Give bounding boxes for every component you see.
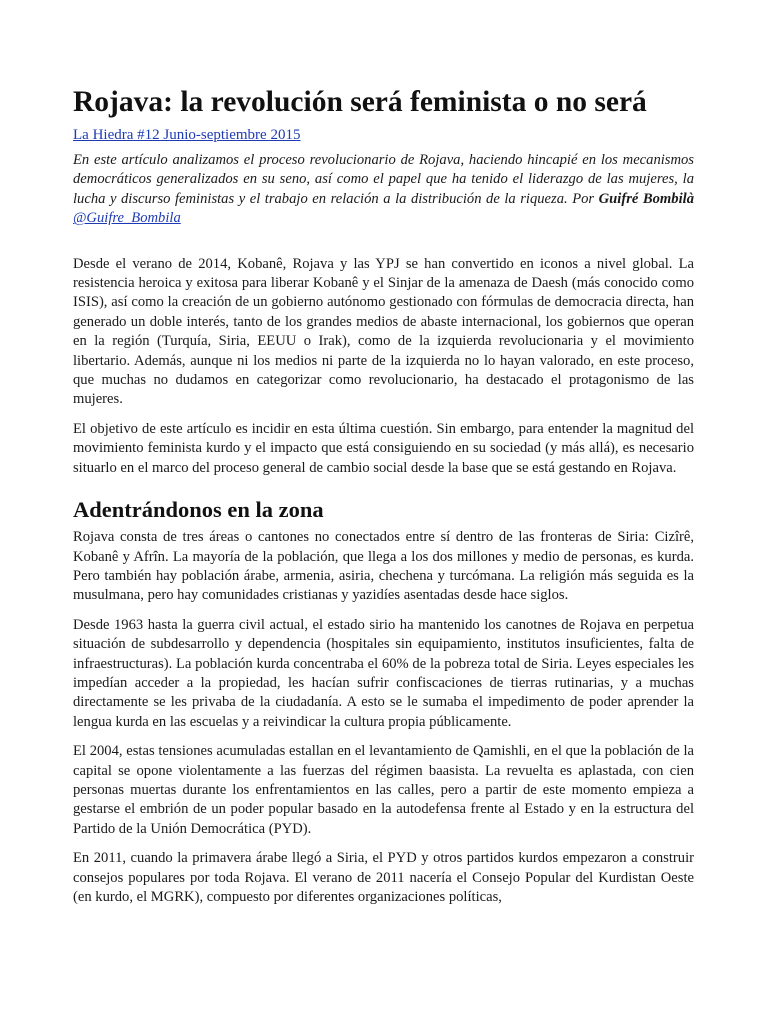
issue-line: [73, 126, 694, 145]
paragraph-section-2: Desde 1963 hasta la guerra civil actual, el estado sirio ha mantenido los canotnes de Rojava en perpetua situación de subdesarrollo y dependencia (hospitales sin equipamiento, institutos insuficientes, falta de infraestructuras). La población kurda concentraba el 60% de la pobreza total de Siria. Leyes especiales les impedían acceder a la propiedad, les hacían sufrir confiscaciones de tierras rutinarias, y a muchas directamente se les privaba de la ciudadanía. A esto se le sumaba el impedimento de poder aprender la lengua kurda en las escuelas y a reivindicar la cultura propia públicamente.: [73, 616, 694, 730]
author-name: Guifré Bombilà: [598, 190, 694, 207]
paragraph-intro-2: El objetivo de este artículo es incidir en esta última cuestión. Sin embargo, para entender la magnitud del movimiento feminista kurdo y el impacto que está consiguiendo en su sociedad (y más allá), es necesario situarlo en el marco del proceso general de cambio social desde la base que se está gestando en Rojava.: [73, 420, 694, 476]
author-handle-link[interactable]: @Guifre_Bombila: [73, 210, 181, 227]
section-heading: Adentrándonos en la zona: [73, 497, 324, 523]
paragraph-intro-1: Desde el verano de 2014, Kobanê, Rojava y las YPJ se han convertido en iconos a nivel global. La resistencia heroica y exitosa para liberar Kobanê y el Sinjar de la amenaza de Daesh (más conocido como ISIS), así como la creación de un gobierno autónomo gestionado con fórmulas de democracia directa, han generado un doble interés, tanto de los grandes medios de abaste internacional, los gobiernos que operan en la región (Turquía, Siria, EEUU o Irak), como de la izquierda revolucionaria y el movimiento libertario. Además, aunque ni los medios ni parte de la izquierda no lo hayan valorado, en este proceso, que muchas no dudamos en categorizar como revolucionario, ha destacado el protagonismo de las mujeres.: [73, 255, 694, 408]
article-title: Rojava: la revolución será feminista o no será: [73, 86, 647, 118]
paragraph-section-3: El 2004, estas tensiones acumuladas estallan en el levantamiento de Qamishli, en el que la población de la capital se opone violentamente a las fuerzas del régimen baasista. La revuelta es aplastada, con cien personas muertas durante los enfrentamientos en las calles, pero a partir de este momento empieza a gestarse el embrión de un poder popular basado en la autodefensa frente al Estado y en la estructura del Partido de la Unión Democrática (PYD).: [73, 743, 694, 837]
lead-text: En este artículo analizamos el proceso revolucionario de Rojava, haciendo hincapié en los mecanismos democráticos generalizados en su seno, así como el papel que ha tenido el liderazgo de las mujeres, la lucha y discurso feministas y el trabajo en relación a la distribución de la riqueza. Por: [73, 152, 694, 207]
article: [73, 84, 694, 917]
article-lead: [73, 151, 694, 229]
paragraph-section-4: En 2011, cuando la primavera árabe llegó a Siria, el PYD y otros partidos kurdos empezaron a construir consejos populares por toda Rojava. El verano de 2011 nacería el Consejo Popular del Kurdistan Oeste (en kurdo, el MGRK), compuesto por diferentes organizaciones políticas,: [73, 850, 694, 905]
paragraph-section-1: Rojava consta de tres áreas o cantones no conectados entre sí dentro de las fronteras de Siria: Cizîrê, Kobanê y Afrîn. La mayoría de la población, que llega a los dos millones y medio de personas, es kurda. Pero también hay población árabe, armenia, asiria, chechena y turcómana. La religión más seguida es la musulmana, pero hay comunidades cristianas y yazidíes asentadas desde hace siglos.: [73, 529, 694, 604]
issue-link[interactable]: La Hiedra #12 Junio-septiembre 2015: [73, 127, 301, 143]
